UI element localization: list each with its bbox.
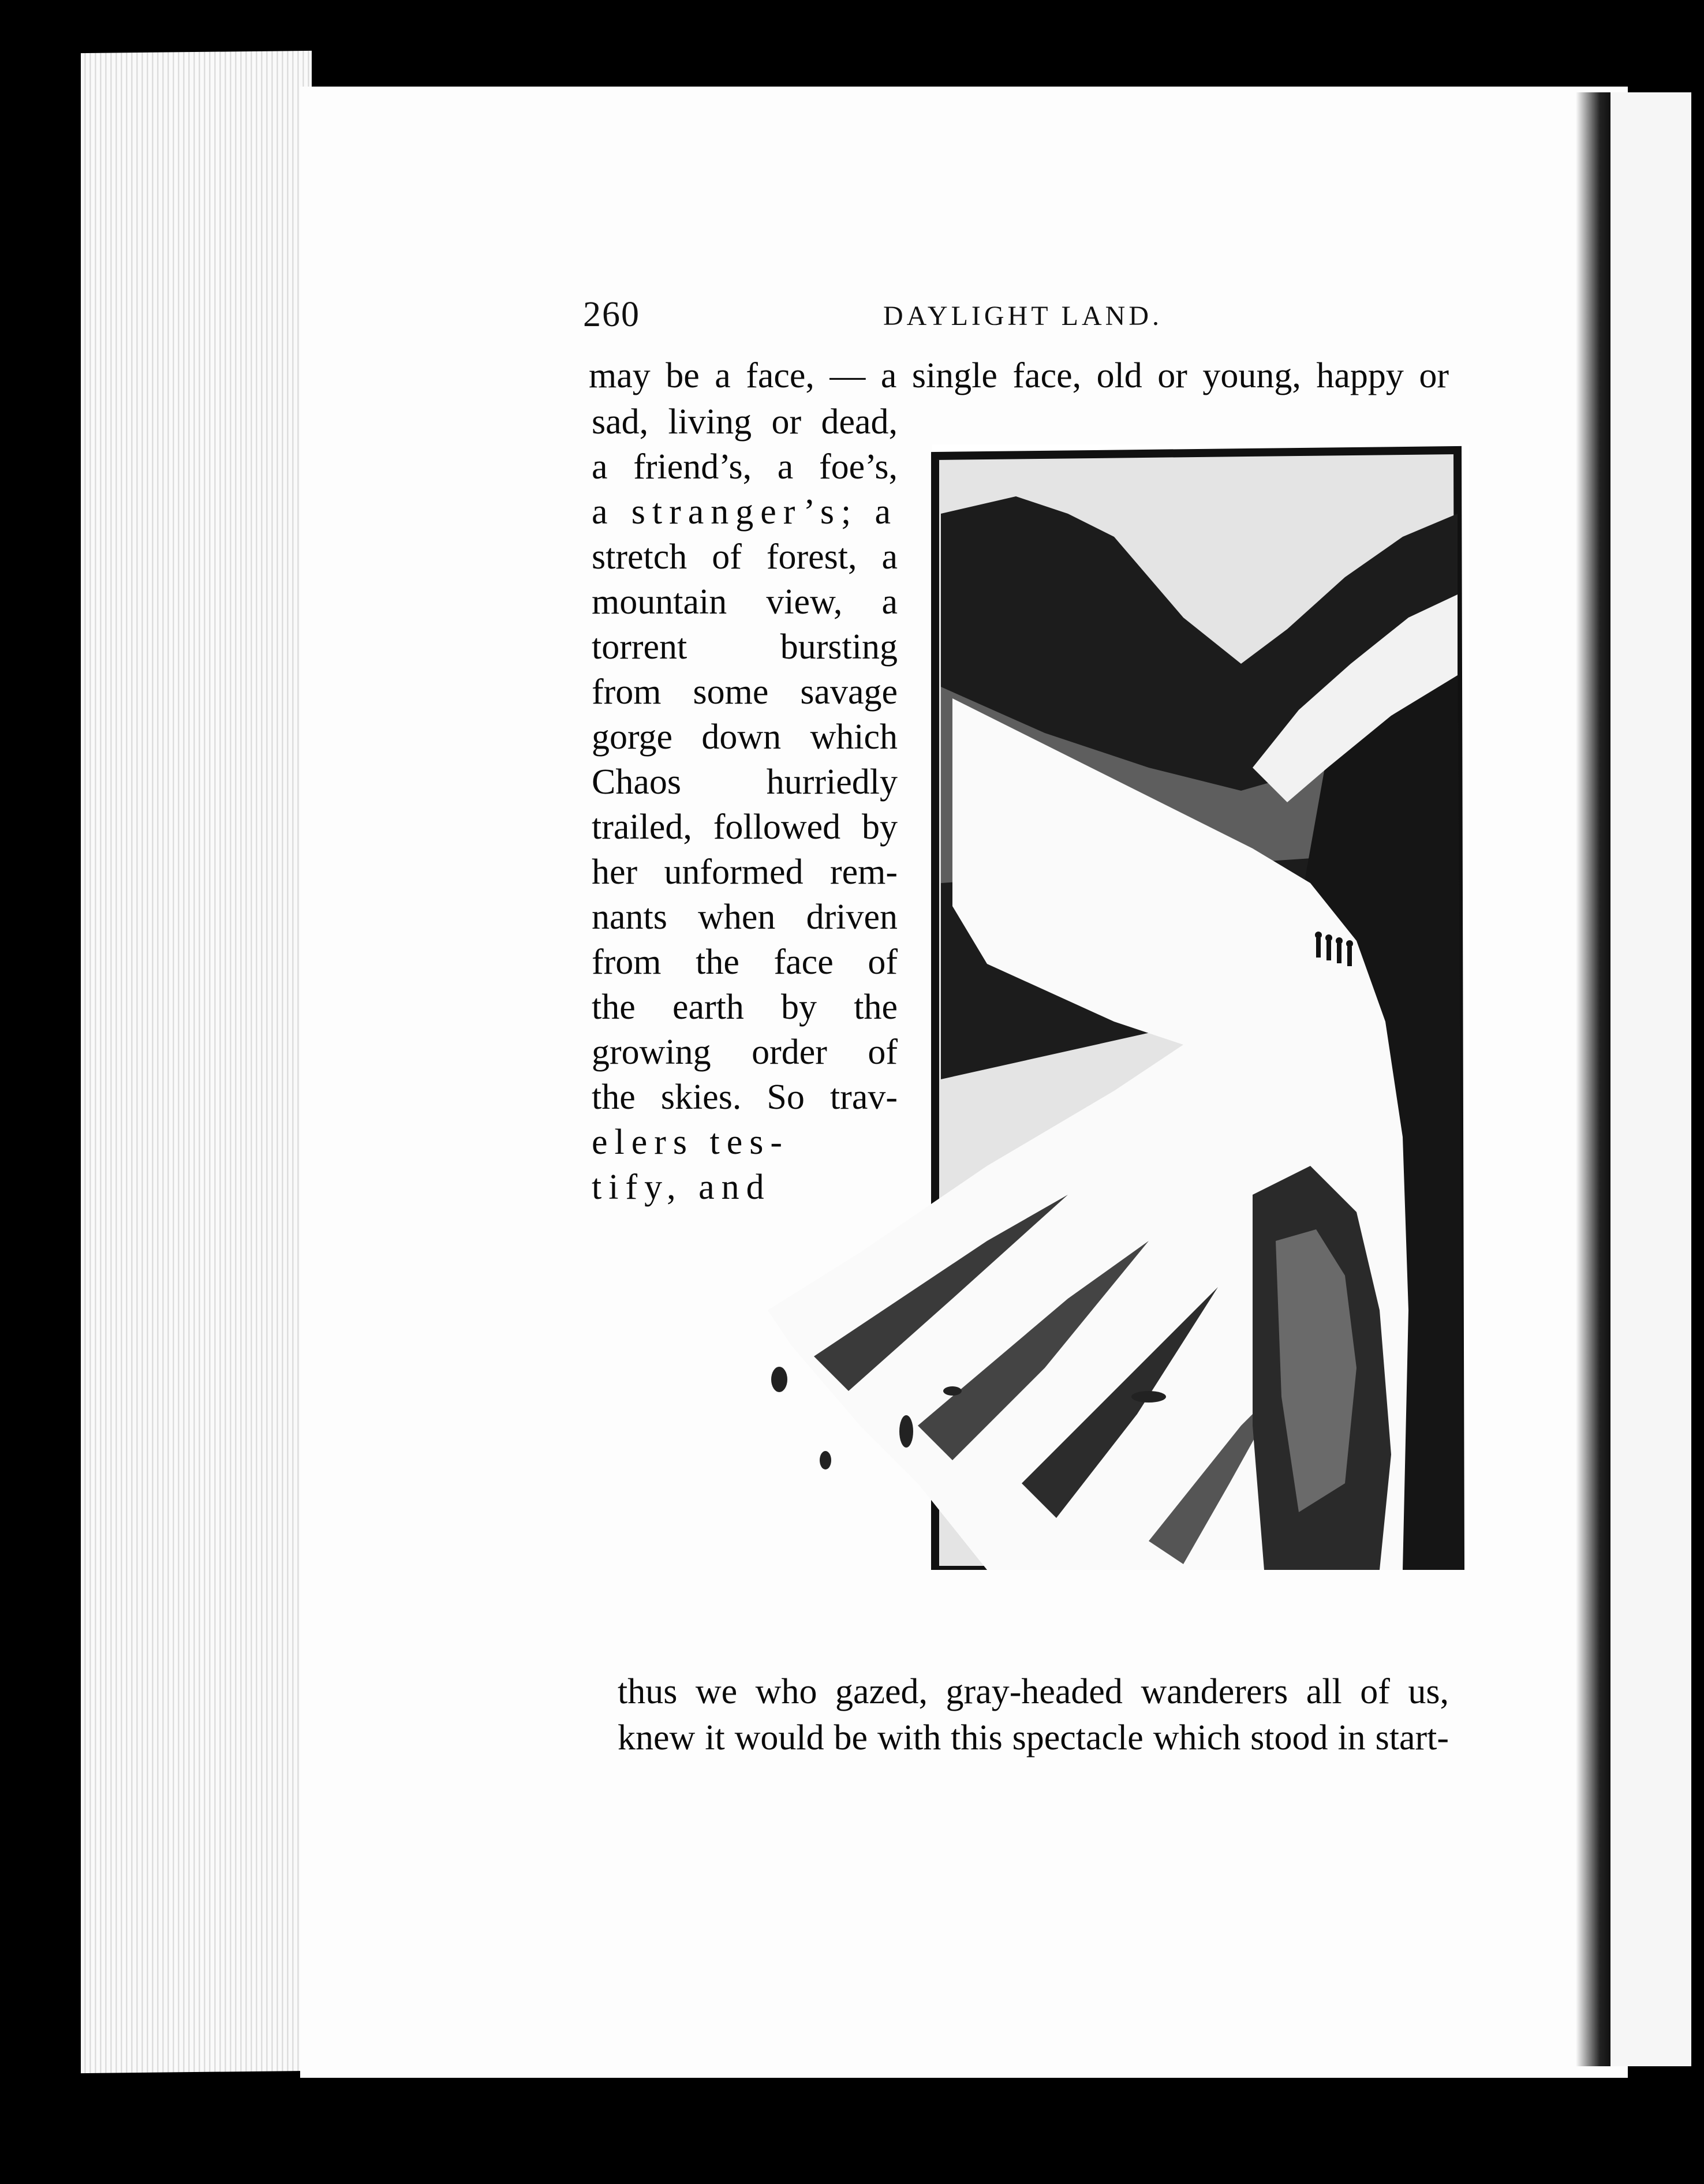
text-line: the earth by the [592,988,898,1027]
text-line-top: may be a face, — a single face, old or young, happy or [589,356,1449,395]
text-line: nants when driven [592,897,898,937]
page-number: 260 [583,295,640,334]
text-line: a friend’s, a foe’s, [592,447,898,487]
glacier-illustration [745,444,1483,1570]
text-line: a stranger’s; a [592,492,898,532]
text-line-bottom: thus we who gazed, gray-headed wanderers all of us, [618,1672,1449,1711]
text-line: stretch of forest, a [592,537,898,577]
book-page-edges [81,51,312,2073]
text-line: tify, and [592,1168,771,1207]
text-line: her unformed rem- [592,852,898,892]
running-head [583,294,1460,341]
text-line: trailed, followed by [592,807,898,847]
text-line: growing order of [592,1033,898,1072]
text-line: from some savage [592,672,898,712]
text-line-bottom: knew it would be with this spectacle which stood in start- [618,1718,1449,1757]
text-line: elers tes- [592,1123,790,1162]
text-line: Chaos hurriedly [592,762,898,802]
text-line: gorge down which [592,717,898,757]
facing-page-edge [1610,92,1691,2066]
spine-shadow [1576,92,1610,2066]
text-line: sad, living or dead, [592,402,898,442]
text-line: mountain view, a [592,582,898,622]
running-title: DAYLIGHT LAND. [883,301,1163,331]
text-line: torrent bursting [592,627,898,667]
text-line: from the face of [592,943,898,982]
glacier-mountain-icon [745,444,1483,1570]
text-line: the skies. So trav- [592,1078,898,1117]
